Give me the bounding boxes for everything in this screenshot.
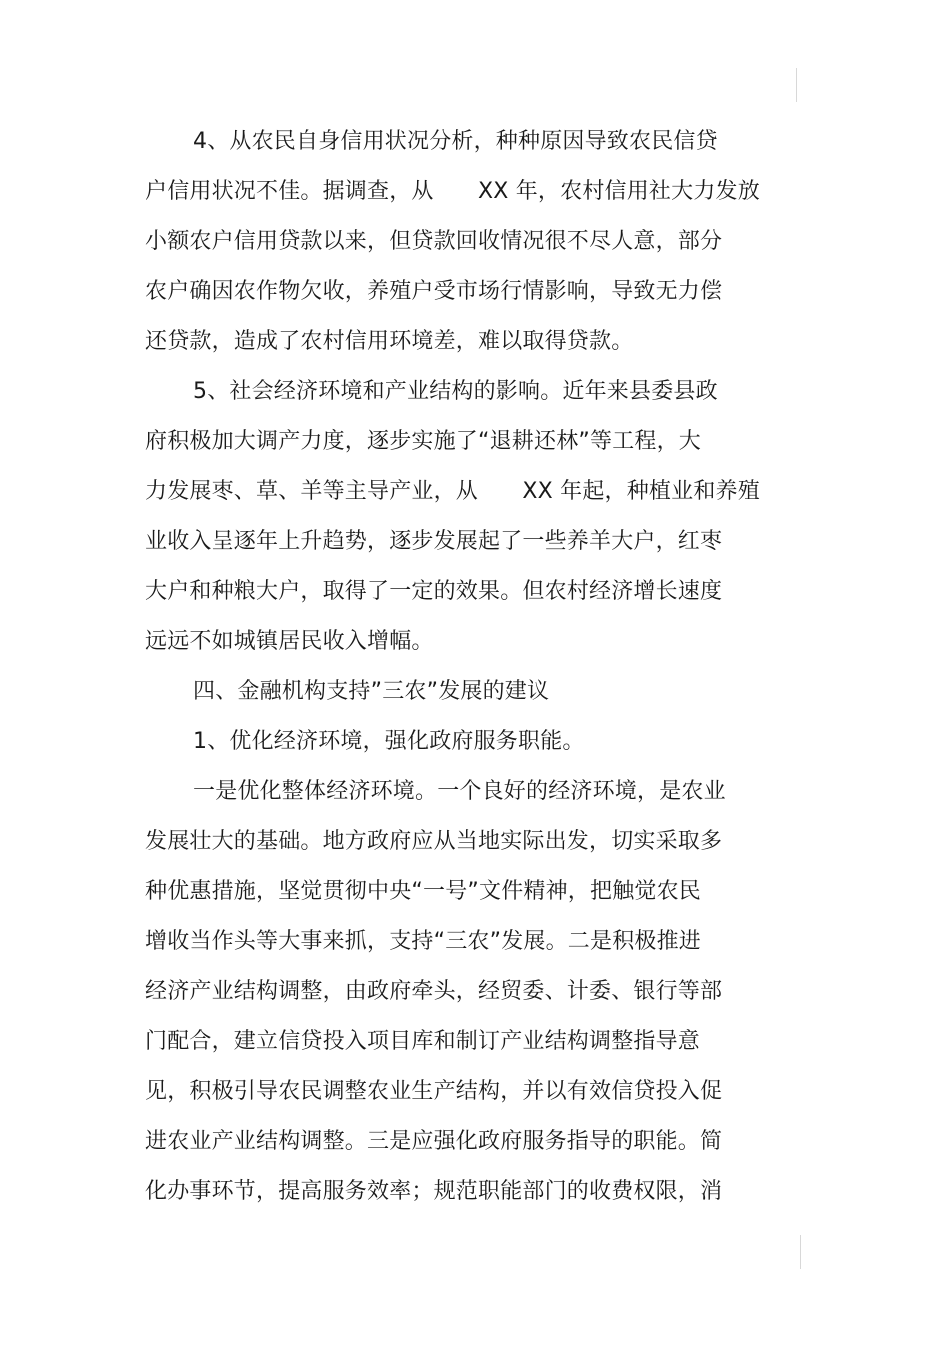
paragraph-line: 远远不如城镇居民收入增幅。 [145,629,434,654]
paragraph-line: 化办事环节，提高服务效率；规范职能部门的收费权限，消 [145,1179,723,1204]
paragraph-line: 户信用状况不佳。据调查，从 XX 年，农村信用社大力发放 [145,179,760,204]
paragraph-line: 力发展枣、草、羊等主导产业，从 XX 年起，种植业和养殖 [145,479,760,504]
paragraph-line: 业收入呈逐年上升趋势，逐步发展起了一些养羊大户，红枣 [145,529,723,554]
paragraph-line: 还贷款，造成了农村信用环境差，难以取得贷款。 [145,329,634,354]
paragraph-line: 见，积极引导农民调整农业生产结构，并以有效信贷投入促 [145,1079,723,1104]
page-edge-mark-top [796,68,797,102]
paragraph-line: 进农业产业结构调整。三是应强化政府服务指导的职能。简 [145,1129,723,1154]
paragraph-line: 经济产业结构调整，由政府牵头，经贸委、计委、银行等部 [145,979,723,1004]
paragraph-line: 5、社会经济环境和产业结构的影响。近年来县委县政 [193,379,718,404]
paragraph-line: 大户和种粮大户，取得了一定的效果。但农村经济增长速度 [145,579,723,604]
paragraph-line: 门配合，建立信贷投入项目库和制订产业结构调整指导意 [145,1029,701,1054]
subsection-heading: 1、优化经济环境，强化政府服务职能。 [193,729,585,754]
paragraph-line: 4、从农民自身信用状况分析，种种原因导致农民信贷 [193,129,718,154]
section-heading: 四、金融机构支持”三农”发展的建议 [193,679,550,704]
paragraph-line: 府积极加大调产力度，逐步实施了“退耕还林”等工程，大 [145,429,701,454]
paragraph-line: 农户确因农作物欠收，养殖户受市场行情影响，导致无力偿 [145,279,723,304]
paragraph-line: 小额农户信用贷款以来，但贷款回收情况很不尽人意，部分 [145,229,723,254]
paragraph-line: 发展壮大的基础。地方政府应从当地实际出发，切实采取多 [145,829,723,854]
paragraph-line: 一是优化整体经济环境。一个良好的经济环境，是农业 [193,779,726,804]
paragraph-line: 种优惠措施，坚觉贯彻中央“一号”文件精神，把触觉农民 [145,879,701,904]
paragraph-line: 增收当作头等大事来抓，支持“三农”发展。二是积极推进 [145,929,701,954]
page-edge-mark-bottom [800,1235,801,1269]
